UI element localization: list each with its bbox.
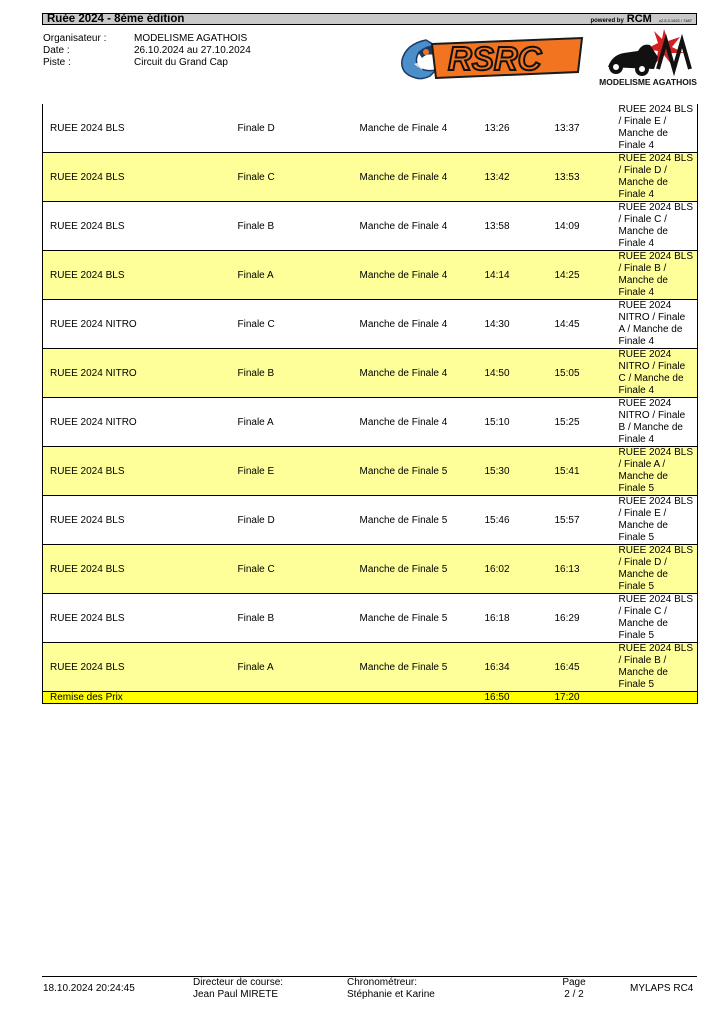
- start-time-cell: 15:30: [478, 447, 548, 496]
- page-label: Page: [562, 977, 586, 988]
- next-race-text: RUEE 2024 BLS / Finale C / Manche de Finale 5: [618, 594, 693, 641]
- manche-cell: Manche de Finale 5: [353, 643, 478, 692]
- next-race-text: RUEE 2024 BLS / Finale B / Manche de Finale 4: [618, 251, 693, 298]
- remise-end-cell: 17:20: [548, 692, 616, 704]
- manche-cell: Manche de Finale 4: [353, 300, 478, 349]
- schedule-row: [43, 594, 698, 643]
- brand-name: RCM: [626, 13, 652, 25]
- manche-cell: Manche de Finale 4: [353, 398, 478, 447]
- manche-cell: Manche de Finale 4: [353, 349, 478, 398]
- next-race-cell: [616, 153, 698, 202]
- next-race-cell: [616, 251, 698, 300]
- chronometreur-label: Chronométreur:: [347, 977, 418, 988]
- finale-cell: Finale B: [231, 349, 353, 398]
- finale-cell: Finale C: [231, 545, 353, 594]
- empty-cell: [616, 692, 698, 704]
- finale-cell: Finale B: [231, 594, 353, 643]
- manche-cell: Manche de Finale 5: [353, 447, 478, 496]
- manche-cell: Manche de Finale 4: [353, 104, 478, 153]
- start-time-cell: 16:18: [478, 594, 548, 643]
- next-race-text: RUEE 2024 NITRO / Finale B / Manche de Finale 4: [618, 398, 686, 445]
- end-time-cell: 13:53: [548, 153, 616, 202]
- start-time-cell: 16:34: [478, 643, 548, 692]
- category-cell: RUEE 2024 BLS: [43, 643, 231, 692]
- manche-cell: Manche de Finale 4: [353, 251, 478, 300]
- next-race-text: RUEE 2024 BLS / Finale E / Manche de Finale 5: [618, 496, 693, 543]
- piste-label: Piste :: [43, 57, 71, 68]
- finale-cell: Finale A: [231, 251, 353, 300]
- start-time-cell: 13:58: [478, 202, 548, 251]
- category-cell: RUEE 2024 BLS: [43, 594, 231, 643]
- end-time-cell: 14:45: [548, 300, 616, 349]
- end-time-cell: 16:29: [548, 594, 616, 643]
- remise-label-cell: Remise des Prix: [43, 692, 231, 704]
- manche-cell: Manche de Finale 5: [353, 545, 478, 594]
- title-bar: [42, 13, 697, 25]
- finale-cell: Finale D: [231, 496, 353, 545]
- remise-row: [43, 692, 698, 704]
- manche-cell: Manche de Finale 4: [353, 153, 478, 202]
- finale-cell: Finale C: [231, 153, 353, 202]
- end-time-cell: 16:13: [548, 545, 616, 594]
- manche-cell: Manche de Finale 5: [353, 496, 478, 545]
- category-cell: RUEE 2024 BLS: [43, 153, 231, 202]
- schedule-row: [43, 398, 698, 447]
- schedule-row: [43, 496, 698, 545]
- piste-value: Circuit du Grand Cap: [134, 57, 228, 68]
- event-meta: [43, 33, 251, 69]
- finale-cell: Finale C: [231, 300, 353, 349]
- schedule-row: [43, 349, 698, 398]
- rsrc-logo-text: RSRC: [448, 40, 542, 77]
- start-time-cell: 16:02: [478, 545, 548, 594]
- next-race-cell: [616, 398, 698, 447]
- remise-start-cell: 16:50: [478, 692, 548, 704]
- version-text: v2.5.3.1922 / 7487: [658, 18, 692, 23]
- schedule-row: [43, 643, 698, 692]
- organisateur-value: MODELISME AGATHOIS: [134, 33, 248, 44]
- modelisme-agathois-logo: [598, 27, 699, 89]
- date-label: Date :: [43, 45, 70, 56]
- organisateur-label: Organisateur :: [43, 33, 107, 44]
- empty-cell: [231, 692, 353, 704]
- start-time-cell: 13:26: [478, 104, 548, 153]
- end-time-cell: 15:57: [548, 496, 616, 545]
- schedule-row: [43, 251, 698, 300]
- directeur-label: Directeur de course:: [193, 977, 284, 988]
- modelisme-logo-text: MODELISME AGATHOIS: [599, 77, 697, 87]
- category-cell: RUEE 2024 BLS: [43, 104, 231, 153]
- next-race-text: RUEE 2024 BLS / Finale B / Manche de Finale 5: [618, 643, 693, 690]
- end-time-cell: 13:37: [548, 104, 616, 153]
- end-time-cell: 15:41: [548, 447, 616, 496]
- category-cell: RUEE 2024 NITRO: [43, 398, 231, 447]
- next-race-cell: [616, 349, 698, 398]
- timing-system: MYLAPS RC4: [630, 983, 694, 994]
- finale-cell: Finale B: [231, 202, 353, 251]
- page-block: [560, 977, 588, 1001]
- next-race-text: RUEE 2024 BLS / Finale A / Manche de Finale 5: [618, 447, 693, 494]
- next-race-text: RUEE 2024 NITRO / Finale A / Manche de Finale 4: [618, 300, 686, 347]
- category-cell: RUEE 2024 BLS: [43, 545, 231, 594]
- finale-cell: Finale E: [231, 447, 353, 496]
- manche-cell: Manche de Finale 4: [353, 202, 478, 251]
- next-race-cell: [616, 545, 698, 594]
- next-race-cell: [616, 300, 698, 349]
- schedule-row: [43, 104, 698, 153]
- category-cell: RUEE 2024 BLS: [43, 496, 231, 545]
- schedule-row: [43, 202, 698, 251]
- end-time-cell: 16:45: [548, 643, 616, 692]
- finale-cell: Finale D: [231, 104, 353, 153]
- end-time-cell: 15:05: [548, 349, 616, 398]
- manche-cell: Manche de Finale 5: [353, 594, 478, 643]
- next-race-text: RUEE 2024 BLS / Finale C / Manche de Finale 4: [618, 202, 693, 249]
- next-race-cell: [616, 104, 698, 153]
- date-value: 26.10.2024 au 27.10.2024: [134, 45, 251, 56]
- category-cell: RUEE 2024 BLS: [43, 447, 231, 496]
- directeur-name: Jean Paul MIRETE: [193, 989, 279, 1000]
- end-time-cell: 15:25: [548, 398, 616, 447]
- next-race-cell: [616, 202, 698, 251]
- start-time-cell: 14:50: [478, 349, 548, 398]
- finale-cell: Finale A: [231, 398, 353, 447]
- end-time-cell: 14:09: [548, 202, 616, 251]
- schedule-row: [43, 153, 698, 202]
- finale-cell: Finale A: [231, 643, 353, 692]
- powered-by-label: powered by: [590, 18, 624, 24]
- next-race-cell: [616, 447, 698, 496]
- end-time-cell: 14:25: [548, 251, 616, 300]
- page-number: 2 / 2: [564, 989, 584, 1000]
- next-race-text: RUEE 2024 BLS / Finale D / Manche de Finale 4: [618, 153, 693, 200]
- chronometreur-name: Stéphanie et Karine: [347, 989, 435, 1000]
- powered-by: [590, 13, 692, 25]
- next-race-cell: [616, 643, 698, 692]
- next-race-cell: [616, 496, 698, 545]
- next-race-text: RUEE 2024 BLS / Finale D / Manche de Finale 5: [618, 545, 693, 592]
- next-race-text: RUEE 2024 BLS / Finale E / Manche de Finale 4: [618, 104, 693, 151]
- rsrc-logo: [396, 30, 592, 86]
- start-time-cell: 15:46: [478, 496, 548, 545]
- category-cell: RUEE 2024 NITRO: [43, 349, 231, 398]
- start-time-cell: 13:42: [478, 153, 548, 202]
- schedule-row: [43, 300, 698, 349]
- schedule-table: [42, 104, 698, 704]
- category-cell: RUEE 2024 BLS: [43, 251, 231, 300]
- schedule-row: [43, 447, 698, 496]
- category-cell: RUEE 2024 NITRO: [43, 300, 231, 349]
- category-cell: RUEE 2024 BLS: [43, 202, 231, 251]
- schedule-row: [43, 545, 698, 594]
- directeur-block: [193, 977, 283, 1001]
- print-timestamp: 18.10.2024 20:24:45: [43, 983, 135, 994]
- start-time-cell: 14:30: [478, 300, 548, 349]
- next-race-cell: [616, 594, 698, 643]
- chronometreur-block: [347, 977, 435, 1001]
- empty-cell: [353, 692, 478, 704]
- start-time-cell: 14:14: [478, 251, 548, 300]
- next-race-text: RUEE 2024 NITRO / Finale C / Manche de Finale 4: [618, 349, 686, 396]
- start-time-cell: 15:10: [478, 398, 548, 447]
- document-title: Ruée 2024 - 8ème édition: [47, 13, 185, 25]
